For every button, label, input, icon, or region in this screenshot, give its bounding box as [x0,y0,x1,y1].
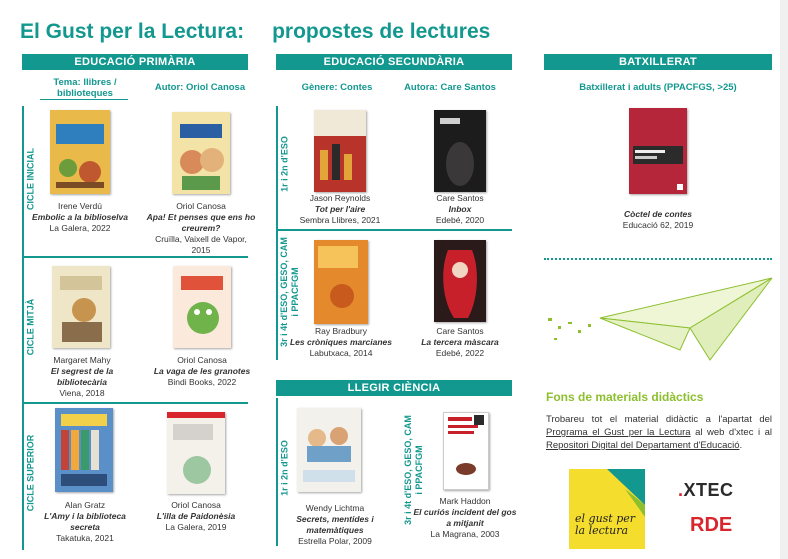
theme-underline [40,99,128,100]
fons-text: . [739,440,743,451]
xtec-logo[interactable] [678,480,734,501]
book-publisher: Viena, 2018 [59,388,105,398]
primaria-header: EDUCACIÓ PRIMÀRIA [22,54,248,70]
xtec-text: XTEC [683,480,734,500]
book-title: Tot per l'aire [314,204,366,214]
batxillerat-header: BATXILLERAT [544,54,772,70]
cover-art [173,266,231,348]
book-publisher: La Galera, 2022 [49,223,111,233]
book-publisher: Bindi Books, 2022 [167,377,237,387]
gust-lectura-logo[interactable] [569,469,645,549]
ciencia-left-rule [276,398,278,546]
book-cover-illa[interactable] [167,412,225,494]
book-caption [405,193,515,226]
book-title: L'illa de Paidonèsia [156,511,236,521]
primaria-left-rule [22,106,24,550]
book-publisher: Estrella Polar, 2009 [298,536,372,546]
primaria-author-label: Autor: Oriol Canosa [154,82,246,93]
book-publisher: Cruïlla, Vaixell de Vapor, 2015 [155,234,247,255]
book-author: Wendy Lichtma [305,503,365,513]
book-caption [286,326,396,359]
row-label-cicle-superior: CICLE SUPERIOR [25,434,36,512]
book-publisher: Edebé, 2020 [435,215,485,225]
page-edge [780,0,788,559]
book-author: Mark Haddon [439,496,491,506]
book-title: Embolic a la biblioselva [32,212,128,222]
book-caption [141,500,251,533]
book-cover-tercera-mascara[interactable] [434,240,486,322]
page-title [20,20,490,44]
book-title: L'Amy i la biblioteca secreta [44,511,126,532]
gust-logo-art [569,469,645,549]
primaria-divider-2 [22,402,248,404]
book-author: Oriol Canosa [176,201,226,211]
book-author: Margaret Mahy [53,355,111,365]
cover-art [167,412,225,494]
book-cover-tot-per-laire[interactable] [314,110,366,192]
fons-text: Trobareu tot el material didàctic a l'apartat del [546,414,772,425]
book-author: Oriol Canosa [171,500,221,510]
book-title: La tercera màscara [421,337,499,347]
fons-text: al web d'xtec i al [690,427,772,438]
book-caption [603,209,713,231]
book-caption [285,193,395,226]
primaria-theme-label: Tema: llibres / biblioteques [53,77,117,99]
book-cover-vaga[interactable] [173,266,231,348]
book-publisher: Sembra Llibres, 2021 [299,215,381,225]
cover-art [444,413,488,489]
book-cover-croniques[interactable] [314,240,368,324]
link-repositori-digital[interactable]: Repositori Digital del Departament d'Educació [546,440,740,451]
rde-logo[interactable]: RDE [690,514,733,536]
book-title: Còctel de contes [623,209,693,219]
book-publisher: La Magrana, 2003 [430,529,500,539]
gust-logo-text: el gust per la lectura [575,512,636,537]
book-title: La vaga de les granotes [153,366,251,376]
book-caption [147,355,257,388]
book-publisher: Educació 62, 2019 [622,220,694,230]
cover-art [55,408,113,492]
paper-plane-illustration [540,268,780,368]
book-author: Care Santos [436,326,484,336]
book-caption [30,500,140,544]
row-label-ciencia-1r-2n: 1r i 2n d'ESO [279,440,290,496]
row-label-1r-2n-eso: 1r i 2n d'ESO [279,136,290,192]
book-cover-embolic[interactable] [50,110,110,194]
book-author: Care Santos [436,193,484,203]
book-title: Les cròniques marcianes [289,337,393,347]
cover-art [629,108,687,194]
cover-art [434,240,486,322]
book-caption [280,503,390,547]
book-caption [405,326,515,359]
book-cover-segrest[interactable] [52,266,110,348]
xtec-dot: . [678,480,684,500]
book-title: Secrets, mentides i matemàtiques [296,514,374,535]
row-label-cicle-mitja: CICLE MITJÀ [25,298,36,356]
batxillerat-divider [544,258,772,260]
book-cover-curios-incident[interactable] [443,412,489,490]
cover-art [314,110,366,192]
book-title: El curiós incident del gos a mitjanit [413,507,517,528]
batxillerat-sub-label: Batxillerat i adults (PPACFGS, >25) [579,82,737,93]
book-caption [25,201,135,234]
book-publisher: Labutxaca, 2014 [309,348,373,358]
cover-art [50,110,110,194]
book-cover-inbox[interactable] [434,110,486,192]
secundaria-author-label: Autora: Care Santos [404,82,496,93]
row-label-cicle-inicial: CICLE INICIAL [25,148,36,210]
book-cover-amy[interactable] [55,408,113,492]
book-caption [146,201,256,256]
book-author: Ray Bradbury [315,326,367,336]
ciencia-header: LLEGIR CIÈNCIA [276,380,512,396]
book-cover-secrets[interactable] [297,408,361,492]
cover-art [434,110,486,192]
title-part1: El Gust per la Lectura: [20,20,245,43]
fons-heading: Fons de materials didàctics [546,390,704,404]
book-author: Irene Verdú [58,201,102,211]
cover-art [314,240,368,324]
secundaria-header: EDUCACIÓ SECUNDÀRIA [276,54,512,70]
primaria-divider-1 [22,256,248,258]
row-label-ciencia-3r-4t: 3r i 4t d'ESO, GESO, CAM i PPACFGM [403,415,424,525]
row-label-3r-4t-eso: 3r i 4t d'ESO, GESO, CAM i PPACFGM [279,237,300,347]
book-publisher: Takatuka, 2021 [56,533,114,543]
fons-paragraph [546,413,772,452]
cover-art [297,408,361,492]
book-caption [410,496,520,540]
book-title: Inbox [448,204,472,214]
book-caption [27,355,137,399]
book-publisher: Edebé, 2022 [435,348,485,358]
secundaria-divider [276,229,512,231]
link-programa-gust-lectura[interactable]: Programa el Gust per la Lectura [546,427,691,438]
secundaria-left-rule [276,106,278,360]
book-author: Alan Gratz [64,500,106,510]
book-title: El segrest de la bibliotecària [50,366,114,387]
title-part2: propostes de lectures [272,20,491,43]
secundaria-genre-label: Gènere: Contes [301,82,373,93]
cover-art [52,266,110,348]
book-publisher: La Galera, 2019 [165,522,227,532]
book-author: Oriol Canosa [177,355,227,365]
book-cover-coctel[interactable] [629,108,687,194]
cover-art [172,112,230,194]
book-author: Jason Reynolds [309,193,371,203]
book-cover-apa[interactable] [172,112,230,194]
book-title: Apa! Et penses que ens ho creurem? [146,212,256,233]
